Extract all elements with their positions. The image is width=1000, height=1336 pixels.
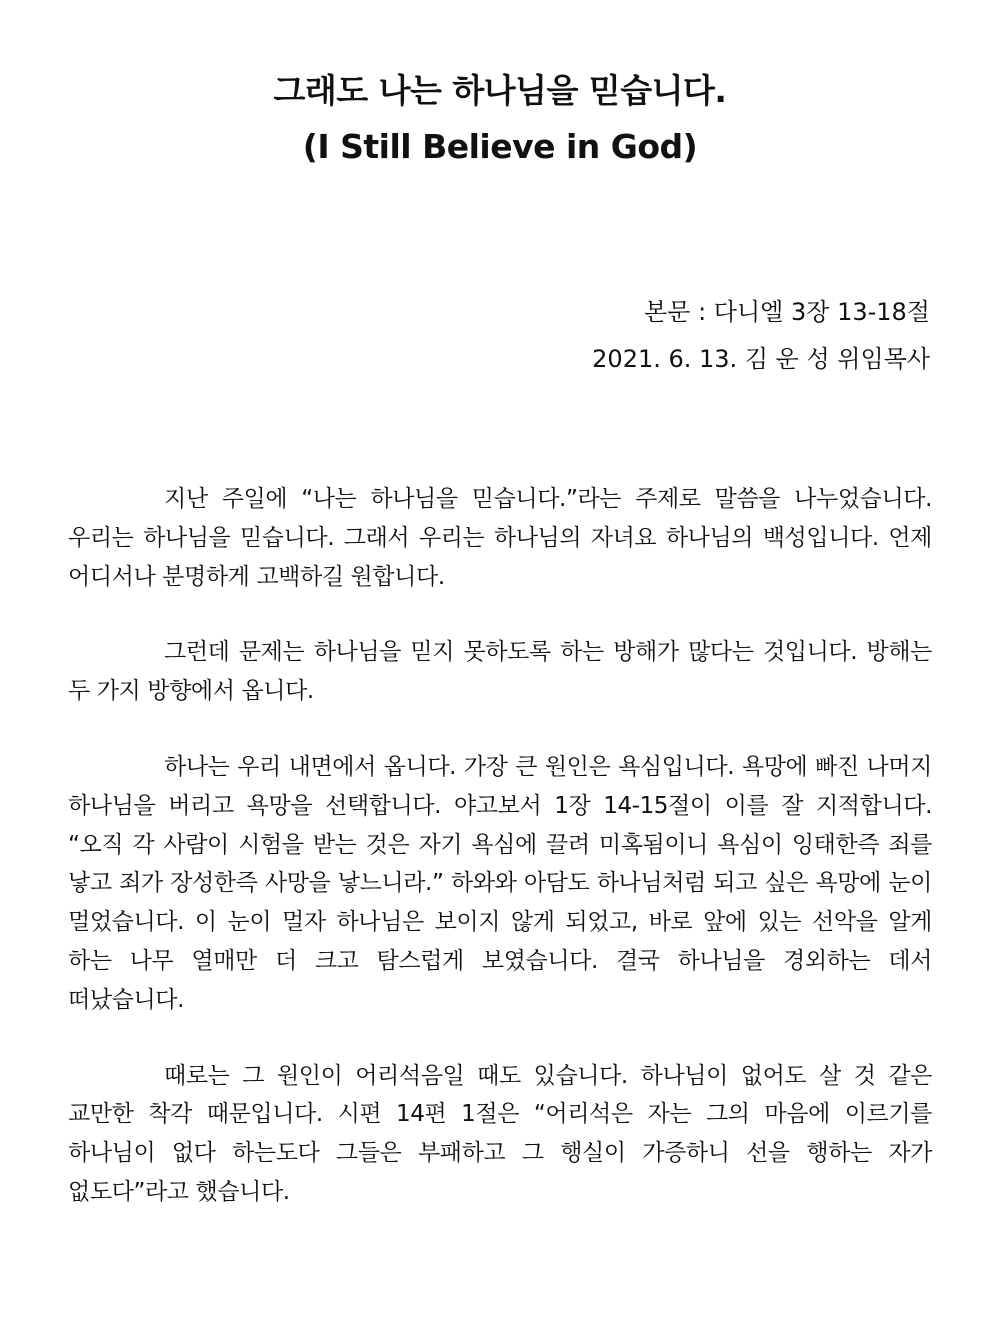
sermon-subtitle: (I Still Believe in God) — [302, 127, 698, 166]
sermon-body — [68, 480, 932, 1249]
scripture-reference: 본문 : 다니엘 3장 13-18절 — [644, 298, 930, 326]
paragraph-2: 그런데 문제는 하나님을 믿지 못하도록 하는 방해가 많다는 것입니다. 방해는 두 가지 방향에서 옵니다. — [68, 639, 932, 705]
date-and-author: 2021. 6. 13. 김 운 성 위임목사 — [592, 345, 930, 373]
paragraph-1: 지난 주일에 “나는 하나님을 믿습니다.”라는 주제로 말씀을 나누었습니다. 우리는 하나님을 믿습니다. 그래서 우리는 하나님의 자녀요 하나님의 백성입니다. 언제 어디서나 분명하게 고백하길 원합니다. — [68, 486, 932, 590]
paragraph-4: 때로는 그 원인이 어리석음일 때도 있습니다. 하나님이 없어도 살 것 같은 교만한 착각 때문입니다. 시편 14편 1절은 “어리석은 자는 그의 마음에 이르기를 하나님이 없다 하는도다 그들은 부패하고 그 행실이 가증하니 선을 행하는 자가 없도다”라고 했습니다. — [68, 1062, 932, 1205]
sermon-title: 그래도 나는 하나님을 믿습니다. — [273, 71, 727, 110]
paragraph-3: 하나는 우리 내면에서 옵니다. 가장 큰 원인은 욕심입니다. 욕망에 빠진 나머지 하나님을 버리고 욕망을 선택합니다. 야고보서 1장 14-15절이 이를 잘 지적합니다. “오직 각 사람이 시험을 받는 것은 자기 욕심에 끌려 미혹됨이니 욕심이 잉태한즉 죄를 낳고 죄가 장성한즉 사망을 낳느니라.” 하와와 아담도 하나님처럼 되고 싶은 욕망에 눈이 멀었습니다. 이 눈이 멀자 하나님은 보이지 않게 되었고, 바로 앞에 있는 선악을 알게 하는 나무 열매만 더 크고 탐스럽게 보였습니다. 결국 하나님을 경외하는 데서 떠났습니다. — [68, 753, 932, 1013]
